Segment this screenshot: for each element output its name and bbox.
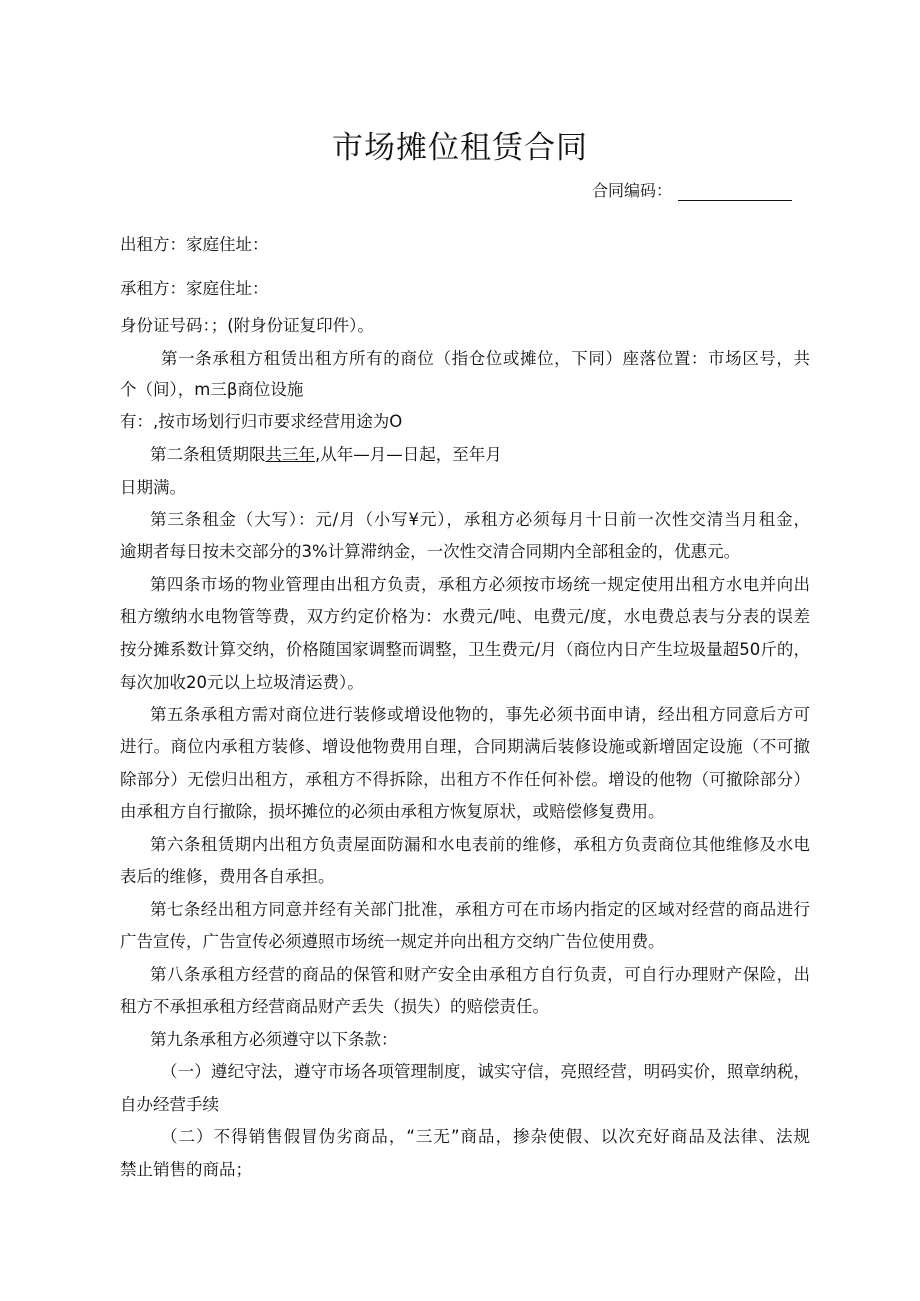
document-title: 市场摊位租赁合同: [332, 130, 588, 166]
article-9-heading: 第九条承租方必须遵守以下条款：: [150, 1030, 398, 1049]
article-2-term: 共三年: [265, 445, 315, 464]
lessee-line: 承租方：家庭住址：: [120, 279, 269, 298]
article-1-line-3: 有：,按市场划行归市要求经营用途为O: [120, 412, 403, 431]
article-9-item-2-line-1: （二）不得销售假冒伪劣商品，“三无”商品，掺杂使假、以次充好商品及法律、法规: [161, 1127, 810, 1146]
article-4-line-2: 租方缴纳水电物管等费，双方约定价格为：水费元/吨、电费元/度，水电费总表与分表的误差: [120, 607, 810, 626]
article-8-line-2: 租方不承担承租方经营商品财产丢失（损失）的赔偿责任。: [120, 997, 549, 1016]
lessor-line: 出租方：家庭住址：: [120, 235, 269, 254]
article-7-line-1: 第七条经出租方同意并经有关部门批准，承租方可在市场内指定的区域对经营的商品进行: [150, 900, 810, 919]
article-4-line-3: 按分摊系数计算交纳，价格随国家调整而调整，卫生费元/月（商位内日产生垃圾量超50斤的，: [120, 640, 810, 659]
article-5-line-3: 除部分）无偿归出租方，承租方不得拆除，出租方不作任何补偿。增设的他物（可撤除部分）: [120, 770, 810, 789]
article-7-line-2: 广告宣传，广告宣传必须遵照市场统一规定并向出租方交纳广告位使用费。: [120, 932, 665, 951]
article-5-line-2: 进行。商位内承租方装修、增设他物费用自理，合同期满后装修设施或新增固定设施（不可撤: [120, 737, 810, 756]
article-8-line-1: 第八条承租方经营的商品的保管和财产安全由承租方自行负责，可自行办理财产保险，出: [150, 965, 810, 984]
article-2-prefix: 第二条租赁期限: [150, 445, 266, 464]
article-9-item-2-line-2: 禁止销售的商品；: [120, 1160, 252, 1179]
article-6-line-2: 表后的维修，费用各自承担。: [120, 867, 335, 886]
id-number-line: 身份证号码：；(附身份证复印件）。: [120, 316, 374, 335]
article-2-dates: ,从年—月—日起，至年月: [315, 445, 502, 464]
contract-number-blank[interactable]: [678, 184, 792, 201]
article-5-line-4: 由承租方自行撤除，损坏摊位的必须由承租方恢复原状，或赔偿修复费用。: [120, 802, 665, 821]
contract-number-label: 合同编码：: [592, 181, 673, 200]
article-9-item-1-line-2: 自办经营手续: [120, 1095, 219, 1114]
article-3-line-2: 逾期者每日按未交部分的3%计算滞纳金，一次性交清合同期内全部租金的，优惠元。: [120, 542, 741, 561]
article-9-item-1-line-1: （一）遵纪守法，遵守市场各项管理制度，诚实守信，亮照经营，明码实价，照章纳税，: [161, 1062, 810, 1081]
article-1-line-1: 第一条承租方租赁出租方所有的商位（指仓位或摊位，下同）座落位置：市场区号，共: [161, 349, 810, 368]
article-1-line-2: 个（间），m三β商位设施: [120, 380, 304, 399]
article-4-line-4: 每次加收20元以上垃圾清运费）。: [120, 673, 364, 692]
article-6-line-1: 第六条租赁期内出租方负责屋面防漏和水电表前的维修，承租方负责商位其他维修及水电: [150, 835, 810, 854]
article-3-line-1: 第三条租金（大写）：元/月（小写¥元），承租方必须每月十日前一次性交清当月租金，: [150, 510, 810, 529]
article-2-line-1: [150, 445, 840, 465]
article-5-line-1: 第五条承租方需对商位进行装修或增设他物的，事先必须书面申请，经出租方同意后方可: [150, 705, 810, 724]
article-2-line-2: 日期满。: [120, 478, 186, 497]
article-4-line-1: 第四条市场的物业管理由出租方负责，承租方必须按市场统一规定使用出租方水电并向出: [150, 575, 810, 594]
contract-number: [592, 178, 792, 201]
